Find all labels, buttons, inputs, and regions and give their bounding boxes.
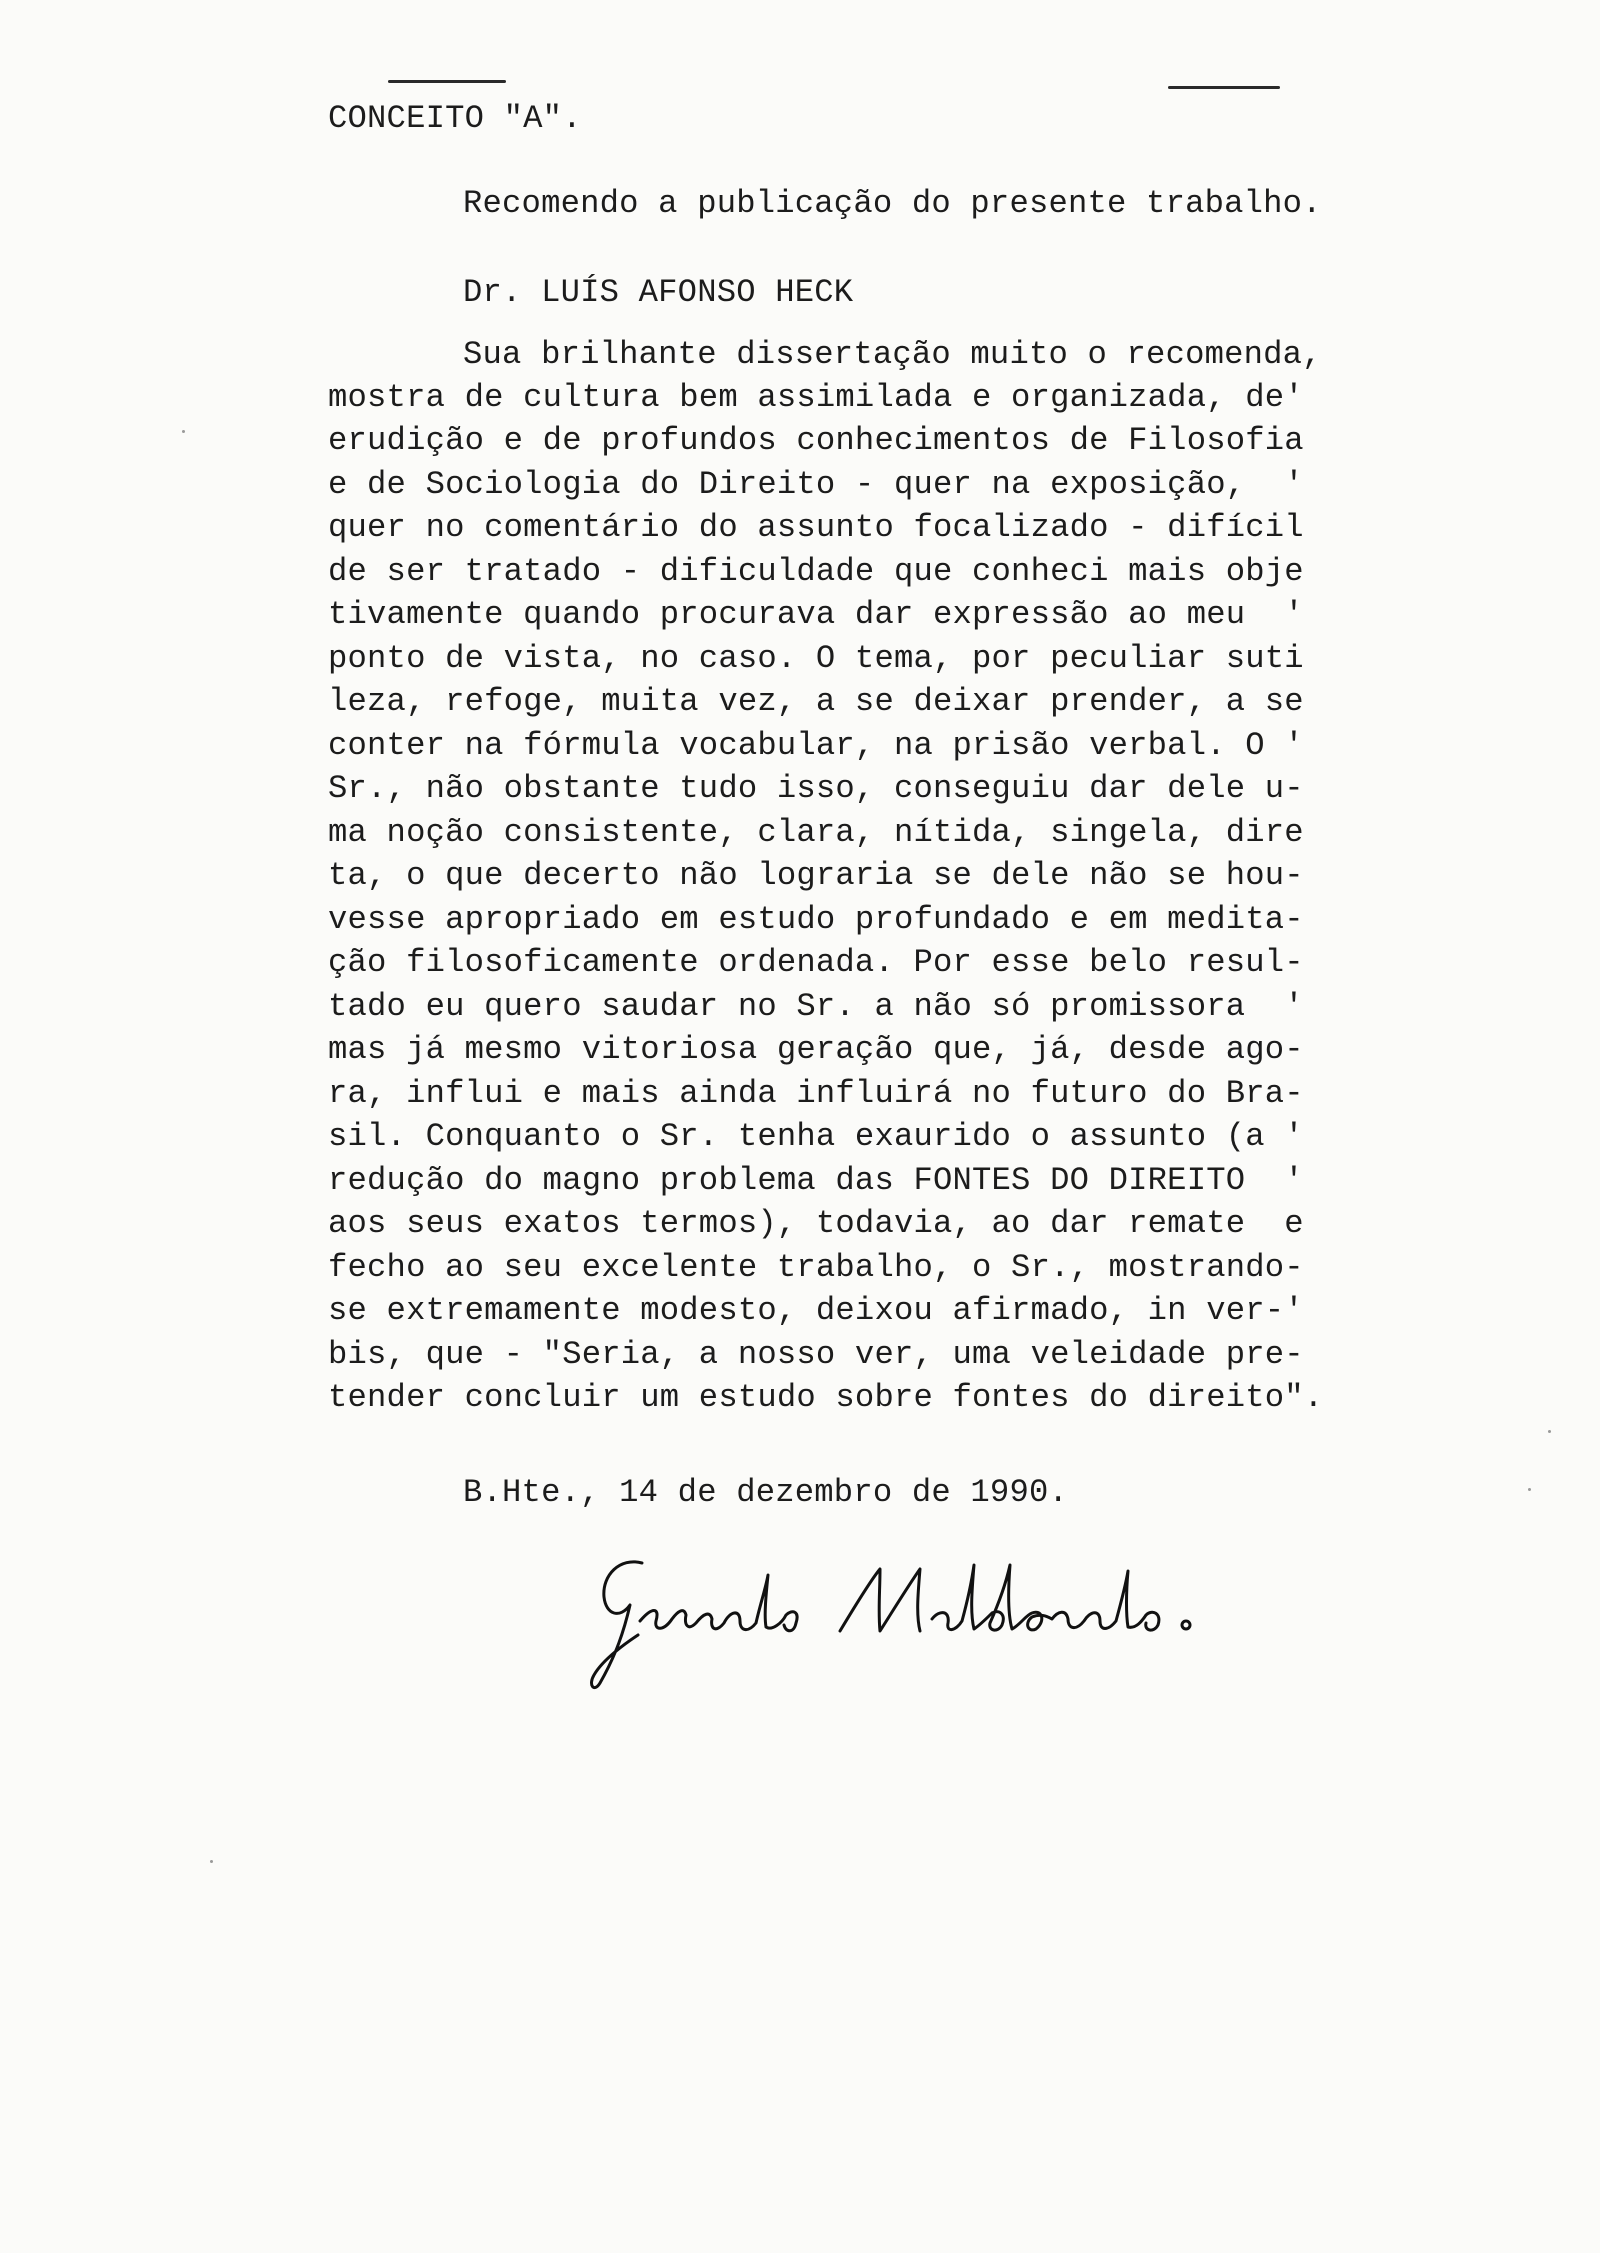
document-header: CONCEITO "A". [328, 100, 582, 137]
body-line: ra, influi e mais ainda influirá no futuro do Bra- [328, 1075, 1304, 1112]
body-line: conter na fórmula vocabular, na prisão verbal. O ' [328, 727, 1304, 764]
top-left-dash [388, 80, 506, 83]
body-line: fecho ao seu excelente trabalho, o Sr., mostrando- [328, 1249, 1304, 1286]
body-line: se extremamente modesto, deixou afirmado, in ver-' [328, 1292, 1304, 1329]
paper-speck [1528, 1488, 1531, 1491]
body-line: ponto de vista, no caso. O tema, por peculiar suti [328, 640, 1304, 677]
body-line: sil. Conquanto o Sr. tenha exaurido o assunto (a ' [328, 1118, 1304, 1155]
body-line: bis, que - "Seria, a nosso ver, uma veleidade pre- [328, 1336, 1304, 1373]
body-line: erudição e de profundos conhecimentos de Filosofia [328, 422, 1304, 459]
body-line: quer no comentário do assunto focalizado - difícil [328, 509, 1304, 546]
body-line: tivamente quando procurava dar expressão ao meu ' [328, 596, 1304, 633]
paper-speck [1548, 1430, 1551, 1433]
addressee-line: Dr. LUÍS AFONSO HECK [463, 274, 854, 311]
body-line: redução do magno problema das FONTES DO DIREITO ' [328, 1162, 1304, 1199]
body-line: leza, refoge, muita vez, a se deixar prender, a se [328, 683, 1304, 720]
body-line: aos seus exatos termos), todavia, ao dar remate e [328, 1205, 1304, 1242]
recommendation-line: Recomendo a publicação do presente trabalho. [463, 185, 1322, 222]
paper-speck [182, 430, 185, 433]
body-line: ção filosoficamente ordenada. Por esse belo resul- [328, 944, 1304, 981]
body-line: e de Sociologia do Direito - quer na exposição, ' [328, 466, 1304, 503]
paper-speck [210, 1860, 213, 1863]
body-line: ta, o que decerto não lograria se dele não se hou- [328, 857, 1304, 894]
handwritten-signature [580, 1535, 1300, 1695]
body-line: mas já mesmo vitoriosa geração que, já, desde ago- [328, 1031, 1304, 1068]
body-line: de ser tratado - dificuldade que conheci mais obje [328, 553, 1304, 590]
body-line: tender concluir um estudo sobre fontes do direito". [328, 1379, 1324, 1416]
body-line: ma noção consistente, clara, nítida, singela, dire [328, 814, 1304, 851]
body-line: Sua brilhante dissertação muito o recomenda, [463, 336, 1322, 373]
body-line: vesse apropriado em estudo profundado e em medita- [328, 901, 1304, 938]
body-line: tado eu quero saudar no Sr. a não só promissora ' [328, 988, 1304, 1025]
place-date-line: B.Hte., 14 de dezembro de 1990. [463, 1474, 1068, 1511]
body-line: Sr., não obstante tudo isso, conseguiu dar dele u- [328, 770, 1304, 807]
top-right-dash [1168, 86, 1280, 89]
body-line: mostra de cultura bem assimilada e organizada, de' [328, 379, 1304, 416]
